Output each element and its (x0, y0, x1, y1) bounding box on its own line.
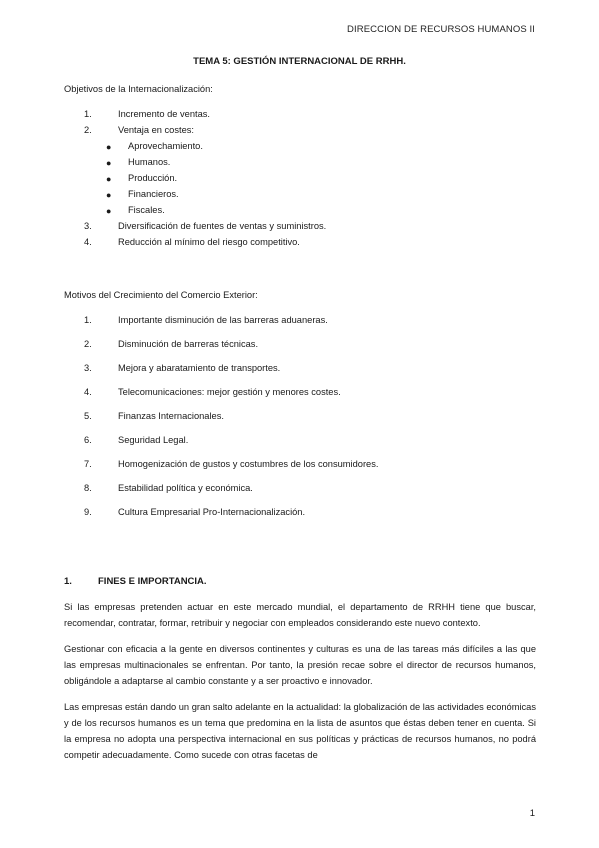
motivos-item (0, 459, 599, 473)
objetivos-item (0, 109, 599, 123)
item-text: Importante disminución de las barreras aduaneras. (118, 315, 328, 325)
section-title: FINES E IMPORTANCIA. (98, 576, 207, 587)
motivos-item (0, 435, 599, 449)
item-number: 7. (84, 459, 92, 469)
item-text: Finanzas Internacionales. (118, 411, 224, 421)
bullet-text: Aprovechamiento. (128, 141, 203, 151)
item-number: 2. (84, 125, 92, 135)
bullet-item (0, 189, 599, 203)
page-number: 1 (529, 808, 535, 819)
section-heading (64, 576, 207, 587)
body-paragraph: Gestionar con eficacia a la gente en diversos continentes y culturas es una de las tareas más difíciles a las que las empresas multinacionales se enfrentan. Por tanto, la presión recae sobre el director de recursos humanos, obligándole a adaptarse al cambio constante y a ser proactivo e innovador. (64, 644, 536, 686)
motivos-item (0, 411, 599, 425)
item-number: 3. (84, 221, 92, 231)
section-number: 1. (64, 576, 72, 587)
item-text: Ventaja en costes: (118, 125, 194, 135)
item-text: Incremento de ventas. (118, 109, 210, 119)
item-text: Cultura Empresarial Pro-Internacionalización. (118, 507, 306, 517)
item-number: 4. (84, 237, 92, 247)
motivos-item (0, 315, 599, 329)
item-text: Diversificación de fuentes de ventas y suministros. (118, 221, 327, 231)
motivos-item (0, 483, 599, 497)
bullet-item (0, 205, 599, 219)
item-number: 6. (84, 435, 92, 445)
item-text: Estabilidad política y económica. (118, 483, 253, 493)
item-text: Telecomunicaciones: mejor gestión y menores costes. (118, 387, 341, 397)
bullet-text: Producción. (128, 173, 178, 183)
bullet-icon: ● (106, 174, 112, 184)
item-number: 1. (84, 315, 92, 325)
item-text: Homogenización de gustos y costumbres de los consumidores. (118, 459, 379, 469)
bullet-item (0, 157, 599, 171)
objetivos-item (0, 237, 599, 251)
motivos-label: Motivos del Crecimiento del Comercio Exterior: (64, 290, 258, 300)
running-header: DIRECCION DE RECURSOS HUMANOS II (347, 24, 535, 35)
motivos-item (0, 507, 599, 521)
body-paragraph: Las empresas están dando un gran salto adelante en la actualidad: la globalización de las actividades económicas y de los recursos humanos es un tema que predomina en la lista de asuntos que éstas deben tener en cuenta. Si la empresa no adopta una perspectiva internacional en sus políticas y prácticas de recursos humanos, no podrá competir adecuadamente. Como sucede con otras facetas de (64, 702, 536, 760)
item-text: Seguridad Legal. (118, 435, 189, 445)
bullet-text: Fiscales. (128, 205, 165, 215)
bullet-icon: ● (106, 190, 112, 200)
bullet-text: Financieros. (128, 189, 179, 199)
item-number: 1. (84, 109, 92, 119)
motivos-item (0, 339, 599, 353)
bullet-icon: ● (106, 206, 112, 216)
item-number: 3. (84, 363, 92, 373)
bullet-icon: ● (106, 142, 112, 152)
motivos-item (0, 363, 599, 377)
bullet-icon: ● (106, 158, 112, 168)
item-text: Disminución de barreras técnicas. (118, 339, 259, 349)
bullet-text: Humanos. (128, 157, 171, 167)
body-paragraph: Si las empresas pretenden actuar en este mercado mundial, el departamento de RRHH tiene que buscar, recomendar, contratar, formar, retribuir y negociar con empleados considerando este nuevo contexto. (64, 602, 536, 628)
item-text: Reducción al mínimo del riesgo competitivo. (118, 237, 300, 247)
objetivos-label: Objetivos de la Internacionalización: (64, 84, 213, 94)
item-number: 4. (84, 387, 92, 397)
bullet-item (0, 141, 599, 155)
item-number: 5. (84, 411, 92, 421)
item-number: 9. (84, 507, 92, 517)
motivos-item (0, 387, 599, 401)
item-text: Mejora y abaratamiento de transportes. (118, 363, 281, 373)
bullet-item (0, 173, 599, 187)
objetivos-item (0, 125, 599, 139)
objetivos-item (0, 221, 599, 235)
document-title: TEMA 5: GESTIÓN INTERNACIONAL DE RRHH. (193, 56, 406, 67)
item-number: 8. (84, 483, 92, 493)
item-number: 2. (84, 339, 92, 349)
